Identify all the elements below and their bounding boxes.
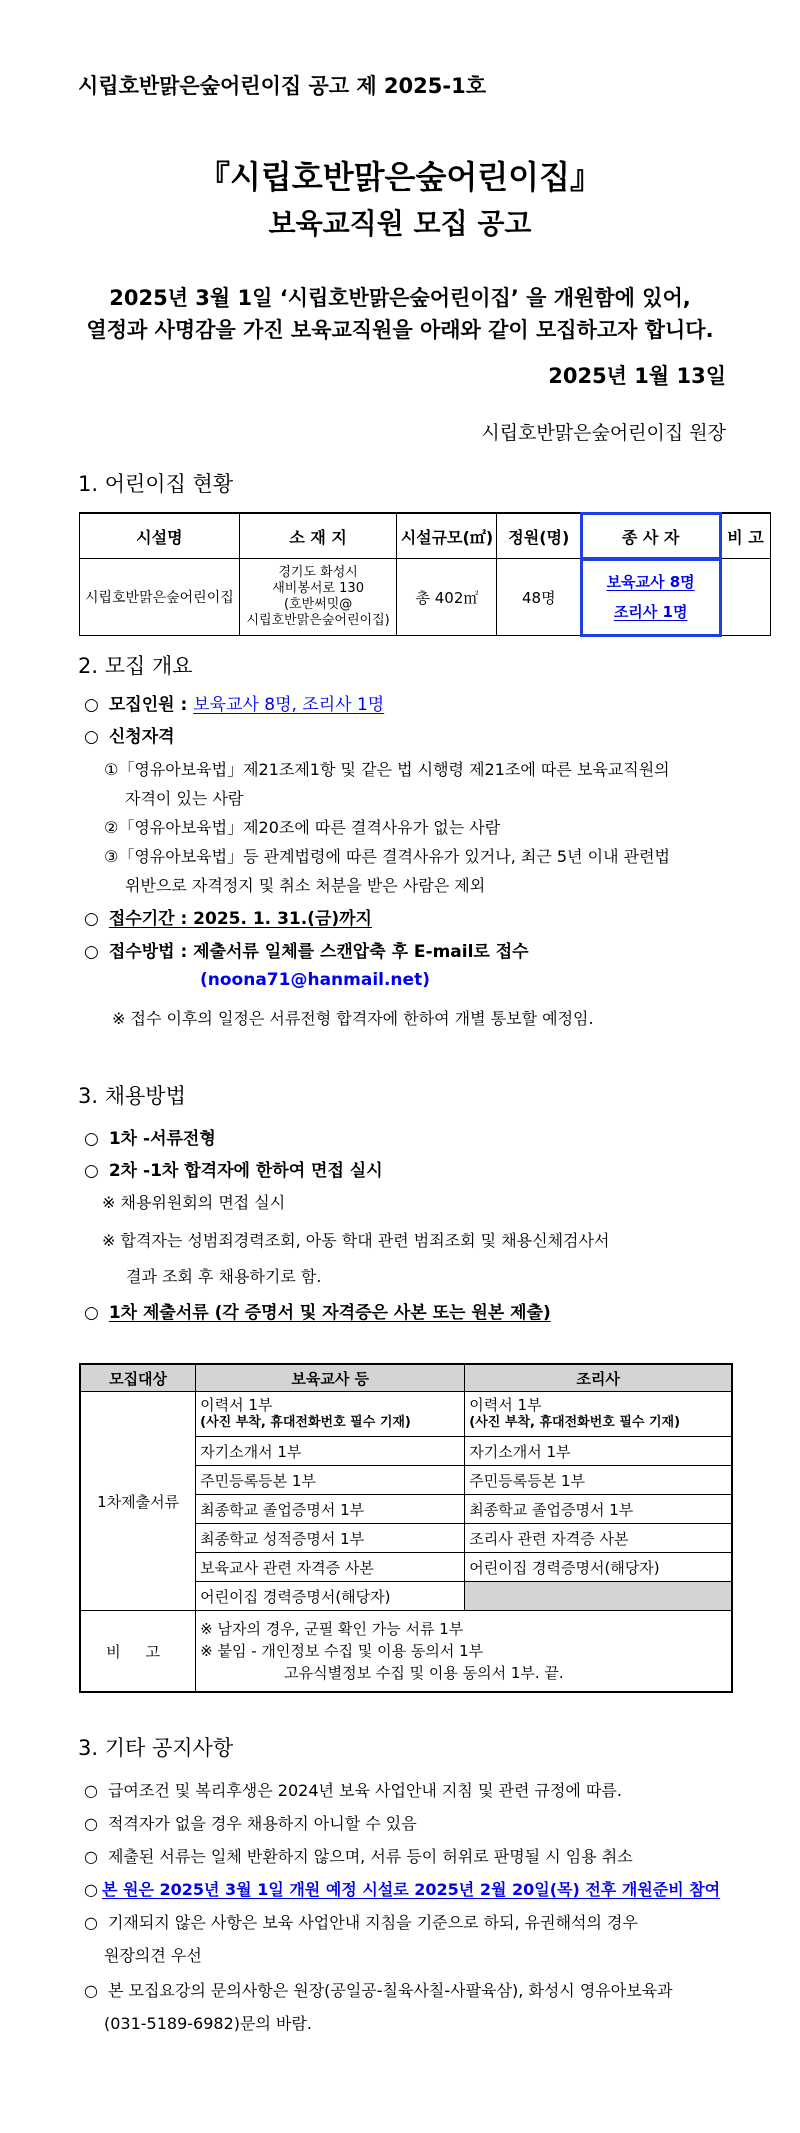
header-teacher: 보육교사 등 xyxy=(196,1364,465,1392)
period-line xyxy=(84,904,372,929)
bullet-circle: ○ xyxy=(84,727,99,747)
bullet-circle: ○ xyxy=(84,1781,98,1800)
notice-item-5 xyxy=(84,1910,638,1933)
cook-doc: 조리사 관련 자격증 사본 xyxy=(465,1524,732,1553)
teacher-doc: 자기소개서 1부 xyxy=(196,1437,465,1466)
address-line: 경기도 화성시 xyxy=(278,565,358,580)
recruit-line xyxy=(84,690,384,715)
facility-note xyxy=(721,559,771,636)
notice-text: 본 원은 2025년 3월 1일 개원 예정 시설로 2025년 2월 20일(목) 전후 개원준비 참여 xyxy=(101,1880,721,1899)
notice-text: 본 모집요강의 문의사항은 원장(공일공-칠육사칠-사팔육삼), 화성시 영유아보육과 xyxy=(107,1981,673,2000)
notice-item-1 xyxy=(84,1778,622,1801)
remark-2: ※ 붙임 - 개인정보 수집 및 이용 동의서 1부 xyxy=(200,1642,484,1660)
teacher-doc: 최종학교 성적증명서 1부 xyxy=(196,1524,465,1553)
recruit-value: 보육교사 8명, 조리사 1명 xyxy=(193,695,385,715)
notice-text: 제출된 서류는 일체 반환하지 않으며, 서류 등이 허위로 판명될 시 임용 취소 xyxy=(107,1847,633,1866)
check-note: ※ 합격자는 성범죄경력조회, 아동 학대 관련 범죄조회 및 채용신체검사서 xyxy=(102,1231,610,1250)
notice-item-5-cont: 원장의견 우선 xyxy=(104,1946,202,1965)
notice-item-6 xyxy=(84,1978,673,2001)
facility-address xyxy=(239,559,397,636)
header-facility-name: 시설명 xyxy=(80,513,240,559)
resume-sub: (사진 부착, 휴대전화번호 필수 기재) xyxy=(469,1415,681,1430)
section-2-title: 2. 모집 개요 xyxy=(78,654,193,678)
application-email[interactable]: (noona71@hanmail.net) xyxy=(200,970,430,990)
notice-item-3 xyxy=(84,1844,633,1867)
header-capacity: 정원(명) xyxy=(497,513,581,559)
application-method: 접수방법 : 제출서류 일체를 스캔압축 후 E-mail로 접수 xyxy=(108,942,529,962)
remark-1: ※ 남자의 경우, 군필 확인 가능 서류 1부 xyxy=(200,1620,464,1638)
staff-teachers: 보육교사 8명 xyxy=(606,573,695,591)
resume-sub: (사진 부착, 휴대전화번호 필수 기재) xyxy=(200,1415,411,1430)
facility-capacity: 48명 xyxy=(497,559,581,636)
qualification-label: 신청자격 xyxy=(108,727,175,747)
bullet-circle: ○ xyxy=(84,1847,98,1866)
cook-empty-cell xyxy=(465,1582,732,1611)
recruit-label: 모집인원 : xyxy=(108,695,188,715)
documents-table xyxy=(79,1363,733,1693)
notice-number: 시립호반맑은숲어린이집 공고 제 2025-1호 xyxy=(78,74,486,98)
page-subtitle: 보육교직원 모집 공고 xyxy=(268,207,532,240)
staff-cook: 조리사 1명 xyxy=(613,603,688,621)
resume-main: 이력서 1부 xyxy=(200,1396,273,1414)
header-staff: 종 사 자 xyxy=(581,513,721,559)
section-4-title: 3. 기타 공지사항 xyxy=(78,1736,234,1760)
header-note: 비 고 xyxy=(721,513,771,559)
qualification-1-cont: 자격이 있는 사람 xyxy=(125,789,244,808)
docs-line xyxy=(84,1298,551,1323)
docs-heading: 1차 제출서류 (각 증명서 및 자격증은 사본 또는 원본 제출) xyxy=(108,1303,551,1323)
bullet-circle: ○ xyxy=(84,1880,98,1899)
cook-doc: 어린이집 경력증명서(해당자) xyxy=(465,1553,732,1582)
notice-text: 기재되지 않은 사항은 보육 사업안내 지침을 기준으로 하되, 유권해석의 경우 xyxy=(107,1913,638,1932)
address-line: 시립호반맑은숲어린이집) xyxy=(246,613,390,628)
notice-text: 적격자가 없을 경우 채용하지 아니할 수 있음 xyxy=(107,1814,417,1833)
qualification-heading xyxy=(84,722,175,747)
section-3-title: 3. 채용방법 xyxy=(78,1084,186,1108)
intro-line-2: 열정과 사명감을 가진 보육교직원을 아래와 같이 모집하고자 합니다. xyxy=(86,318,714,342)
notice-date: 2025년 1월 13일 xyxy=(548,364,726,388)
teacher-doc: 주민등록등본 1부 xyxy=(196,1466,465,1495)
resume-main: 이력서 1부 xyxy=(469,1396,542,1414)
intro-line-1: 2025년 3월 1일 ‘시립호반맑은숲어린이집’ 을 개원함에 있어, xyxy=(109,286,691,310)
address-line: (호반써밋@ xyxy=(283,597,353,612)
header-target: 모집대상 xyxy=(80,1364,196,1392)
address-line: 새비봉서로 130 xyxy=(272,581,364,596)
bullet-circle: ○ xyxy=(84,1303,99,1323)
remark-label: 비 고 xyxy=(80,1611,196,1693)
method-line xyxy=(84,937,529,962)
cook-doc: 주민등록등본 1부 xyxy=(465,1466,732,1495)
header-location: 소 재 지 xyxy=(239,513,397,559)
remark-cell xyxy=(196,1611,732,1693)
notice-text: 급여조건 및 복리후생은 2024년 보육 사업안내 지침 및 관련 규정에 따름. xyxy=(107,1781,622,1800)
notice-item-2 xyxy=(84,1811,417,1834)
facility-staff xyxy=(581,559,721,636)
teacher-resume xyxy=(196,1392,465,1437)
cook-resume xyxy=(465,1392,732,1437)
header-cook: 조리사 xyxy=(465,1364,732,1392)
facility-table xyxy=(79,512,771,636)
teacher-doc: 최종학교 졸업증명서 1부 xyxy=(196,1495,465,1524)
qualification-1: ①「영유아보육법」제21조제1항 및 같은 법 시행령 제21조에 따른 보육교직원의 xyxy=(104,760,670,779)
notice-item-4 xyxy=(84,1877,720,1900)
header-size: 시설규모(㎡) xyxy=(397,513,497,559)
step-1-line xyxy=(84,1124,216,1149)
bullet-circle: ○ xyxy=(84,1161,99,1181)
facility-name: 시립호반맑은숲어린이집 xyxy=(80,559,240,636)
schedule-note: ※ 접수 이후의 일정은 서류전형 합격자에 한하여 개별 통보할 예정임. xyxy=(112,1009,594,1028)
bullet-circle: ○ xyxy=(84,1814,98,1833)
check-note-cont: 결과 조회 후 채용하기로 함. xyxy=(126,1267,322,1286)
notice-item-6-cont: (031-5189-6982)문의 바람. xyxy=(104,2014,313,2033)
step-2-line xyxy=(84,1156,383,1181)
bullet-circle: ○ xyxy=(84,942,99,962)
signature: 시립호반맑은숲어린이집 원장 xyxy=(481,422,726,444)
application-period: 접수기간 : 2025. 1. 31.(금)까지 xyxy=(108,909,372,929)
bullet-circle: ○ xyxy=(84,1981,98,2000)
bullet-circle: ○ xyxy=(84,1129,99,1149)
remark-3: 고유식별정보 수집 및 이용 동의서 1부. 끝. xyxy=(284,1664,564,1682)
qualification-3-cont: 위반으로 자격정지 및 취소 처분을 받은 사람은 제외 xyxy=(125,876,486,895)
teacher-doc: 어린이집 경력증명서(해당자) xyxy=(196,1582,465,1611)
facility-size: 총 402㎡ xyxy=(397,559,497,636)
bullet-circle: ○ xyxy=(84,695,99,715)
cook-doc: 자기소개서 1부 xyxy=(465,1437,732,1466)
bullet-circle: ○ xyxy=(84,1913,98,1932)
interview-note: ※ 채용위원회의 면접 실시 xyxy=(102,1193,286,1212)
qualification-2: ②「영유아보육법」제20조에 따른 결격사유가 없는 사람 xyxy=(104,818,501,837)
docs-category: 1차제출서류 xyxy=(80,1392,196,1611)
qualification-3: ③「영유아보육법」등 관계법령에 따른 결격사유가 있거나, 최근 5년 이내 관련법 xyxy=(104,847,670,866)
page-title: 『시립호반맑은숲어린이집』 xyxy=(197,158,603,196)
step-2: 2차 -1차 합격자에 한하여 면접 실시 xyxy=(108,1161,383,1181)
section-1-title: 1. 어린이집 현황 xyxy=(78,472,234,496)
step-1: 1차 -서류전형 xyxy=(108,1129,216,1149)
bullet-circle: ○ xyxy=(84,909,99,929)
cook-doc: 최종학교 졸업증명서 1부 xyxy=(465,1495,732,1524)
teacher-doc: 보육교사 관련 자격증 사본 xyxy=(196,1553,465,1582)
